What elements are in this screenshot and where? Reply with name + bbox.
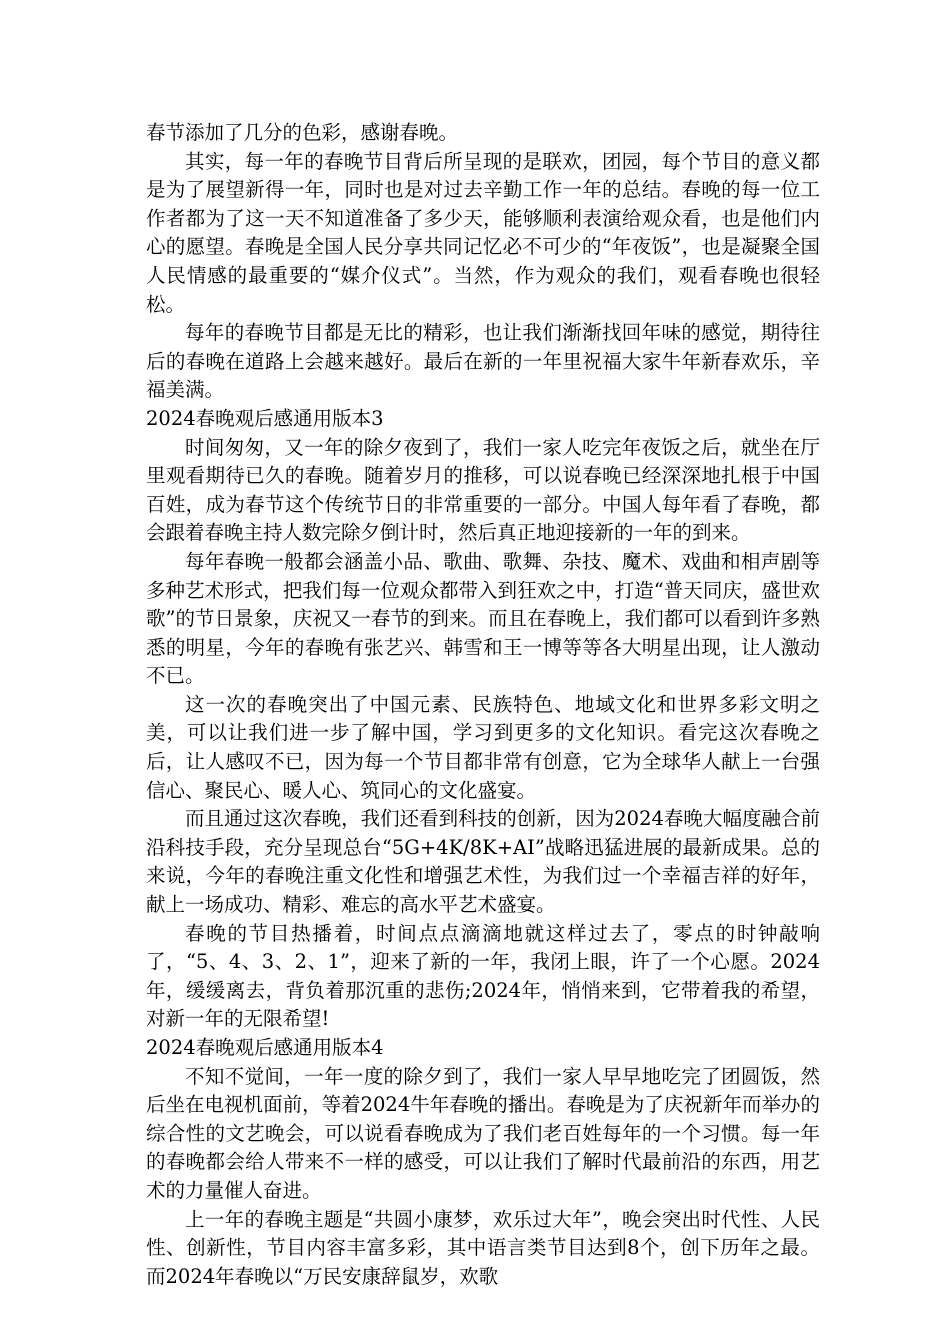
paragraph-body: 不知不觉间，一年一度的除夕到了，我们一家人早早地吃完了团圆饭，然后坐在电视机面前，等着2024牛年春晚的播出。春晚是为了庆祝新年而举办的综合性的文艺晚会，可以说看春晚成为了我们老百姓每年的一个习惯。每一年的春晚都会给人带来不一样的感受，可以让我们了解时代最前沿的东西，用艺术的力量催人奋进。 [146,1064,820,1202]
paragraph-body: 其实，每一年的春晚节目背后所呈现的是联欢，团园，每个节目的意义都是为了展望新得一年，同时也是对过去辛勤工作一年的总结。春晚的每一位工作者都为了这一天不知道准备了多少天，能够顺利表演给观众看，也是他们内心的愿望。春晚是全国人民分享共同记忆必不可少的“年夜饭”，也是凝聚全国人民情感的最重要的“媒介仪式”。当然，作为观众的我们，观看春晚也很轻松。 [146,149,820,316]
paragraph-body: 每年春晚一般都会涵盖小品、歌曲、歌舞、杂技、魔术、戏曲和相声剧等多种艺术形式，把我们每一位观众都带入到狂欢之中，打造“普天同庆，盛世欢歌”的节日景象，庆祝又一春节的到来。而且在春晚上，我们都可以看到许多熟悉的明星，今年的春晚有张艺兴、韩雪和王一博等等各大明星出现，让人激动不已。 [146,549,820,688]
document-page [146,119,820,1291]
paragraph-intro-continuation: 春节添加了几分的色彩，感谢春晚。 [146,121,459,144]
paragraph-body: 上一年的春晚主题是“共圆小康梦，欢乐过大年”，晚会突出时代性、人民性、创新性，节目内容丰富多彩，其中语言类节目达到8个，创下历年之最。而2024年春晚以“万民安康辞鼠岁，欢歌 [146,1207,820,1288]
paragraph-body: 春晚的节目热播着，时间点点滴滴地就这样过去了，零点的时钟敲响了，“5、4、3、2、1”，迎来了新的一年，我闭上眼，许了一个心愿。2024年，缓缓离去，背负着那沉重的悲伤;2024年，悄悄来到，它带着我的希望，对新一年的无限希望! [146,921,820,1031]
paragraph-body: 每年的春晚节目都是无比的精彩，也让我们渐渐找回年味的感觉，期待往后的春晚在道路上会越来越好。最后在新的一年里祝福大家牛年新春欢乐，辛福美满。 [146,321,820,402]
paragraph-body: 而且通过这次春晚，我们还看到科技的创新，因为2024春晚大幅度融合前沿科技手段，充分呈现总台“5G+4K/8K+AI”战略迅猛进展的最新成果。总的来说，今年的春晚注重文化性和增强艺术性，为我们过一个幸福吉祥的好年，献上一场成功、精彩、难忘的高水平艺术盛宴。 [146,807,820,917]
paragraph-body: 时间匆匆，又一年的除夕夜到了，我们一家人吃完年夜饭之后，就坐在厅里观看期待已久的春晚。随着岁月的推移，可以说春晚已经深深地扎根于中国百姓，成为春节这个传统节日的非常重要的一部分。中国人每年看了春晚，都会跟着春晚主持人数完除夕倒计时，然后真正地迎接新的一年的到来。 [146,435,820,545]
paragraph-body: 这一次的春晚突出了中国元素、民族特色、地域文化和世界多彩文明之美，可以让我们进一步了解中国，学习到更多的文化知识。看完这次春晚之后，让人感叹不已，因为每一个节目都非常有创意，它为全球华人献上一台强信心、聚民心、暖人心、筑同心的文化盛宴。 [146,692,820,802]
section-heading-version-3: 2024春晚观后感通用版本3 [146,406,384,430]
section-heading-version-4: 2024春晚观后感通用版本4 [146,1036,384,1059]
